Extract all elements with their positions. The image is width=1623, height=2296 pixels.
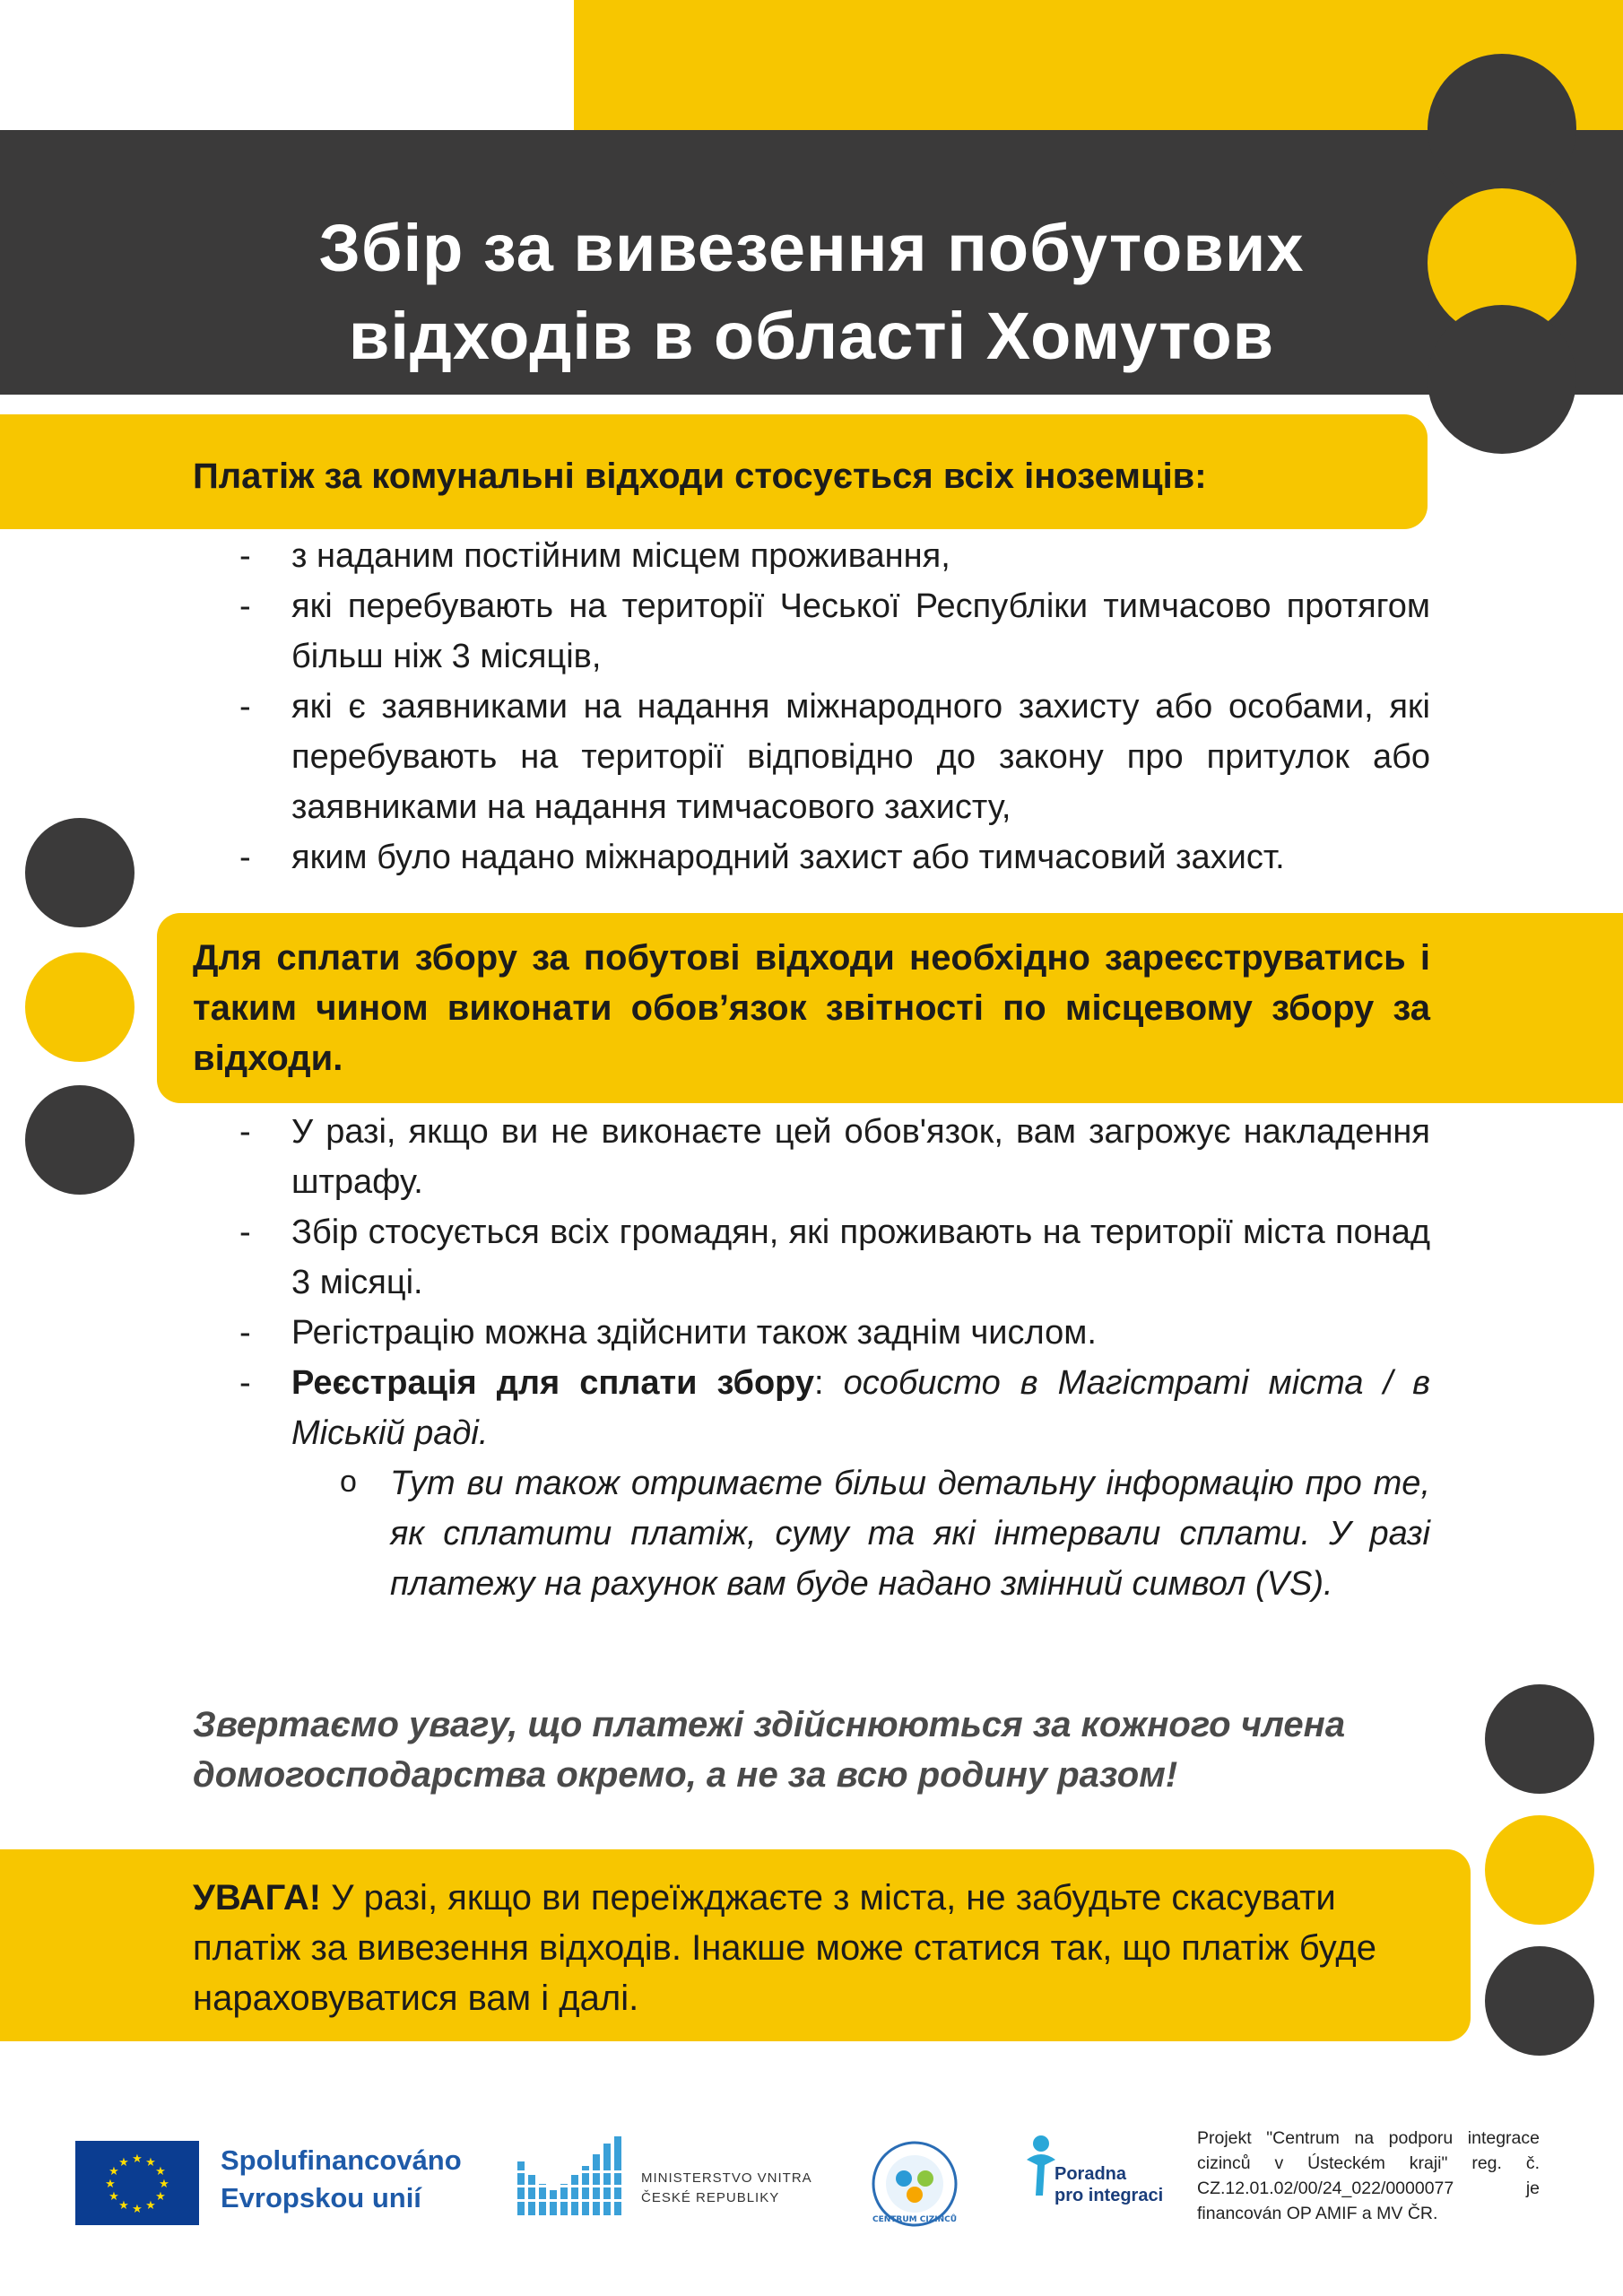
registration-label: Реєстрація для сплати збору bbox=[291, 1364, 815, 1402]
warning-body: У разі, якщо ви переїжджаєте з міста, не забудьте скасувати платіж за вивезення відходів. Інакше може статися так, що платіж буде нараховуватися вам і далі. bbox=[193, 1878, 1376, 2018]
registration-colon: : bbox=[814, 1364, 844, 1402]
svg-text:★: ★ bbox=[105, 2178, 116, 2191]
decor-circle-yellow bbox=[25, 952, 135, 1062]
eu-text-line2: Evropskou unií bbox=[221, 2182, 421, 2213]
household-note: Звертаємо увагу, що платежі здійснюються за кожного члена домогосподарства окремо, а не за всю родину разом! bbox=[193, 1705, 1346, 1795]
svg-text:★: ★ bbox=[145, 2156, 156, 2170]
eu-text-line1: Spolufinancováno bbox=[221, 2144, 462, 2176]
svg-text:★: ★ bbox=[118, 2199, 129, 2213]
decor-circle-dark bbox=[1485, 1946, 1594, 2056]
title-line-1: Збір за вивезення побутових bbox=[318, 211, 1305, 285]
decor-circle-dark bbox=[1485, 1684, 1594, 1794]
svg-text:★: ★ bbox=[118, 2156, 129, 2170]
svg-text:★: ★ bbox=[159, 2178, 169, 2191]
list-item: - які перебувають на території Чеської Республіки тимчасово протягом більш ніж 3 місяців, bbox=[193, 581, 1430, 682]
warning-text bbox=[193, 1873, 1448, 2023]
list-item: - Регістрацію можна здійснити також заднім числом. bbox=[193, 1308, 1430, 1358]
section1-list bbox=[193, 531, 1430, 883]
warning-label: УВАГА! bbox=[193, 1878, 322, 1918]
section2-heading: Для сплати збору за побутові відходи необхідно зареєструватись і таким чином виконати обов’язок звітності по місцевому збору за відходи. bbox=[193, 938, 1430, 1078]
ministry-line2: ČESKÉ REPUBLIKY bbox=[641, 2190, 780, 2205]
svg-text:★: ★ bbox=[155, 2165, 166, 2179]
eu-flag-icon bbox=[75, 2141, 199, 2225]
svg-text:★: ★ bbox=[155, 2190, 166, 2204]
ministry-label bbox=[641, 2169, 812, 2208]
poradna-line2: pro integraci bbox=[1055, 2186, 1164, 2205]
decor-circle-dark bbox=[1428, 54, 1576, 203]
svg-text:★: ★ bbox=[108, 2190, 119, 2204]
title-line-2: відходів в області Хомутов bbox=[348, 299, 1275, 373]
decor-circle-dark bbox=[25, 1085, 135, 1195]
svg-text:★: ★ bbox=[145, 2199, 156, 2213]
list-item: - яким було надано міжнародний захист або тимчасовий захист. bbox=[193, 832, 1430, 883]
decor-circle-yellow bbox=[1485, 1815, 1594, 1925]
svg-text:★: ★ bbox=[132, 2203, 143, 2216]
centrum-cizincu-logo-icon bbox=[870, 2139, 959, 2229]
list-item: - У разі, якщо ви не виконаєте цей обов'язок, вам загрожує накладення штрафу. bbox=[193, 1107, 1430, 1207]
section1-heading: Платіж за комунальні відходи стосується всіх іноземців: bbox=[193, 457, 1207, 496]
ministry-logo-icon bbox=[516, 2135, 621, 2224]
svg-text:★: ★ bbox=[132, 2152, 143, 2166]
list-item bbox=[193, 1358, 1430, 1609]
cc-logo-text: CENTRUM CIZINCŮ bbox=[872, 2215, 958, 2224]
sub-list bbox=[291, 1458, 1430, 1609]
list-item: - з наданим постійним місцем проживання, bbox=[193, 531, 1430, 581]
section2-list bbox=[193, 1107, 1430, 1609]
ministry-line1: MINISTERSTVO VNITRA bbox=[641, 2170, 812, 2186]
sub-list-item: o Тут ви також отримаєте більш детальну інформацію про те, як сплатити платіж, суму та які інтервали сплати. У разі платежу на рахунок вам буде надано змінний символ (VS). bbox=[291, 1458, 1430, 1609]
decor-circle-dark bbox=[25, 818, 135, 927]
registration-value: особисто в Магістраті міста / в Міській раді. bbox=[291, 1364, 1430, 1452]
list-item: - Збір стосується всіх громадян, які проживають на території міста понад 3 місяці. bbox=[193, 1207, 1430, 1308]
svg-text:★: ★ bbox=[108, 2165, 119, 2179]
poradna-label bbox=[1055, 2163, 1163, 2206]
list-item: - які є заявниками на надання міжнародного захисту або особами, які перебувають на території відповідно до закону про притулок або заявниками на надання тимчасового захисту, bbox=[193, 682, 1430, 832]
page-title bbox=[0, 204, 1623, 384]
poradna-line1: Poradna bbox=[1055, 2164, 1127, 2184]
eu-cofinanced-label bbox=[221, 2142, 462, 2217]
project-info: Projekt "Centrum na podporu integrace cizinců v Ústeckém kraji" reg. č. CZ.12.01.02/00/24_022/0000077 je financován OP AMIF a MV ČR. bbox=[1197, 2128, 1540, 2223]
